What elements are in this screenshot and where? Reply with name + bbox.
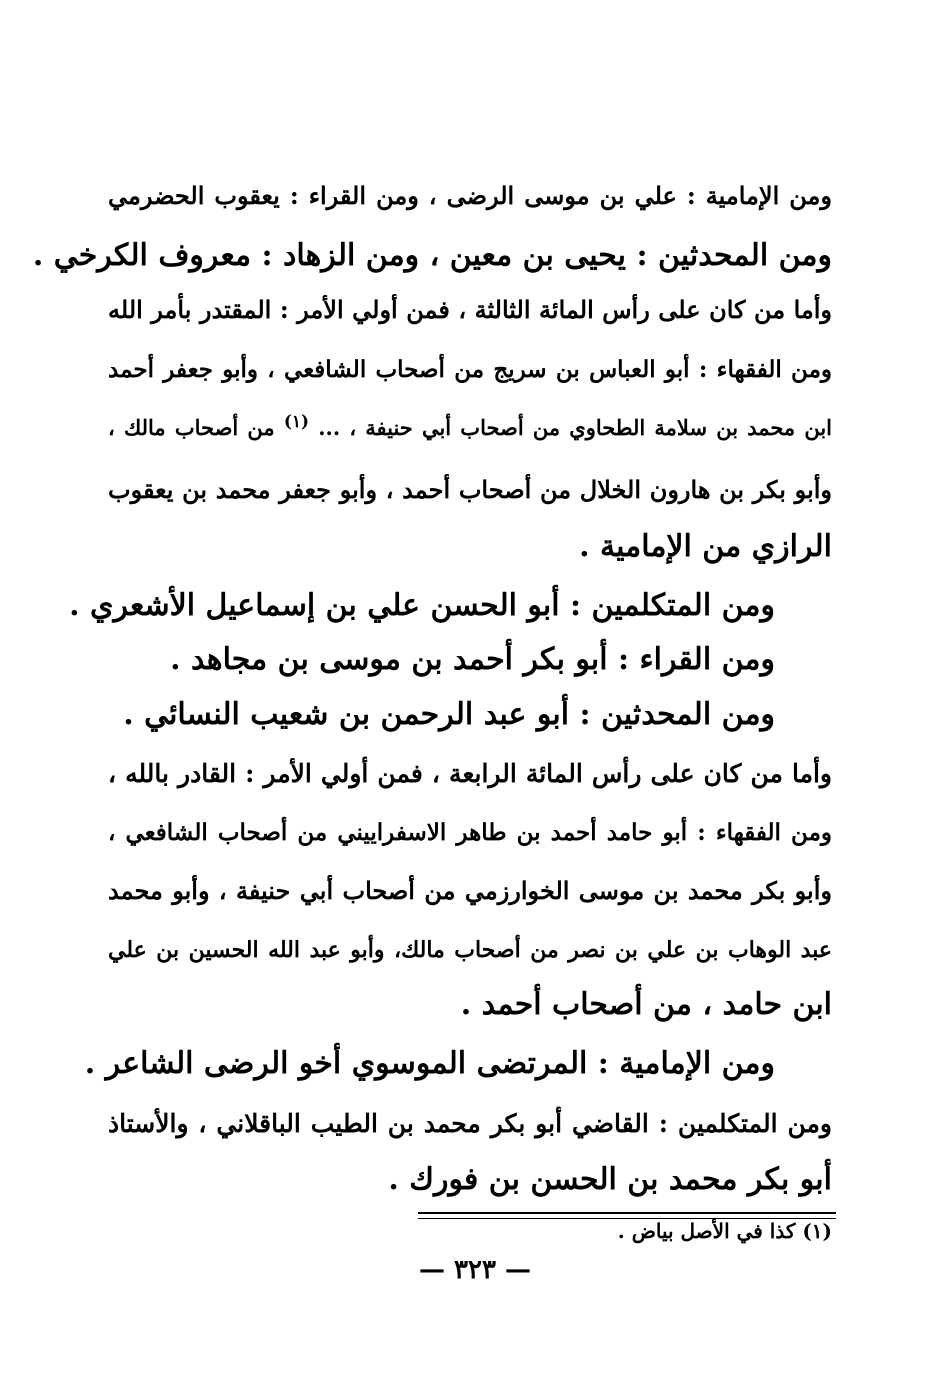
text-line-4: ومن الفقهاء : أبو العباس بن سريج من أصحاب الشافعي ، وأبو جعفر أحمد xyxy=(108,356,832,383)
text-line-15: ابن حامد ، من أصحاب أحمد . xyxy=(460,987,832,1022)
text-line-16: ومن الإمامية : المرتضى الموسوي أخو الرضى الشاعر . xyxy=(84,1046,775,1081)
text-line-18: أبو بكر محمد بن الحسن بن فورك . xyxy=(388,1162,832,1197)
footnote-text: (١) كذا في الأصل بياض . xyxy=(617,1219,832,1243)
text-line-17: ومن المتكلمين : القاضي أبو بكر محمد بن الطيب الباقلاني ، والأستاذ xyxy=(108,1109,832,1138)
text-line-13: وأبو بكر محمد بن موسى الخوارزمي من أصحاب أبي حنيفة ، وأبو محمد xyxy=(108,876,832,905)
page-number: — ٣٢٣ — xyxy=(418,1255,532,1285)
text-line-1: ومن الإمامية : علي بن موسى الرضى ، ومن القراء : يعقوب الحضرمي xyxy=(108,181,832,210)
text-line-11: وأما من كان على رأس المائة الرابعة ، فمن أولي الأمر : القادر بالله ، xyxy=(108,759,832,788)
text-line-2: ومن المحدثين : يحيى بن معين ، ومن الزهاد : معروف الكرخي . xyxy=(32,238,832,273)
text-line-5 xyxy=(108,408,832,448)
footnote-separator xyxy=(418,1212,836,1214)
text-line-14: عبد الوهاب بن علي بن نصر من أصحاب مالك، وأبو عبد الله الحسين بن علي xyxy=(108,937,832,963)
text-line-5-part-a: ابن محمد بن سلامة الطحاوي من أصحاب أبي حنيفة ، ... xyxy=(318,415,832,440)
text-line-8: ومن المتكلمين : أبو الحسن علي بن إسماعيل الأشعري . xyxy=(69,588,775,623)
text-line-9: ومن القراء : أبو بكر أحمد بن موسى بن مجاهد . xyxy=(170,642,775,677)
footnote-marker: (١) xyxy=(283,412,310,432)
text-line-6: وأبو بكر بن هارون الخلال من أصحاب أحمد ، وأبو جعفر محمد بن يعقوب xyxy=(108,475,833,504)
text-line-3: وأما من كان على رأس المائة الثالثة ، فمن أولي الأمر : المقتدر بأمر الله xyxy=(108,295,832,324)
text-line-5-part-b: من أصحاب مالك ، xyxy=(108,415,275,440)
text-line-10: ومن المحدثين : أبو عبد الرحمن بن شعيب النسائي . xyxy=(123,697,775,732)
text-line-12: ومن الفقهاء : أبو حامد أحمد بن طاهر الاسفراييني من أصحاب الشافعي ، xyxy=(108,819,832,846)
text-line-7: الرازي من الإمامية . xyxy=(579,529,832,564)
